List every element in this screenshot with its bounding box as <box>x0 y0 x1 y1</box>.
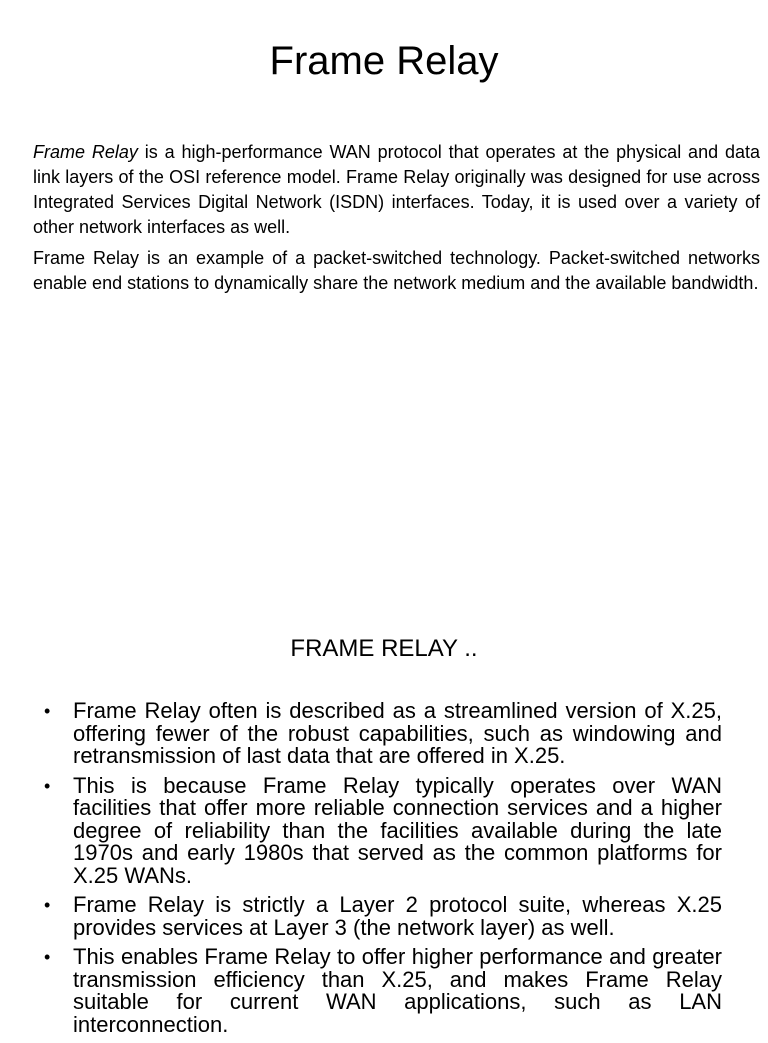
bullet-dot-icon: • <box>44 895 51 915</box>
bullet-text: Frame Relay is strictly a Layer 2 protocol suite, whereas X.25 provides services at Layer 3 (the network layer) as well. <box>73 892 722 940</box>
paragraph-packet-switched: Frame Relay is an example of a packet-switched technology. Packet-switched networks enable end stations to dynamically share the network medium and the available bandwidth. <box>33 248 760 293</box>
slide-title: FRAME RELAY .. <box>290 635 478 662</box>
slide-title: Frame Relay <box>269 39 499 83</box>
bullet-text: This is because Frame Relay typically operates over WAN facilities that offer more reliable connection services and a higher degree of reliability than the facilities available during the late 1970s and early 1980s that served as the common platforms for X.25 WANs. <box>73 772 722 888</box>
bullet-item <box>44 700 722 768</box>
bullet-dot-icon: • <box>44 701 51 721</box>
bullet-item <box>44 894 722 939</box>
bullet-text: Frame Relay often is described as a streamlined version of X.25, offering fewer of the robust capabilities, such as windowing and retransmission of last data that are offered in X.25. <box>73 698 722 768</box>
paragraph-definition <box>33 140 760 240</box>
bullet-dot-icon: • <box>44 947 51 967</box>
term-frame-relay: Frame Relay <box>33 142 138 162</box>
bullet-text: This enables Frame Relay to offer higher performance and greater transmission efficiency than X.25, and makes Frame Relay suitable for current WAN applications, such as LAN interconnection. <box>73 944 722 1037</box>
bullet-dot-icon: • <box>44 775 51 796</box>
slide-body <box>33 140 760 302</box>
slide-frame-relay-continued <box>0 600 768 1037</box>
bullet-item <box>44 946 722 1036</box>
bullet-list <box>44 700 722 1043</box>
paragraph-definition-text: is a high-performance WAN protocol that operates at the physical and data link layers of the OSI reference model. Frame Relay originally was designed for use across Integrated Services Digital Network (ISDN) interfaces. Today, it is used over a variety of other network interfaces as well. <box>33 142 760 237</box>
bullet-item <box>44 772 722 888</box>
